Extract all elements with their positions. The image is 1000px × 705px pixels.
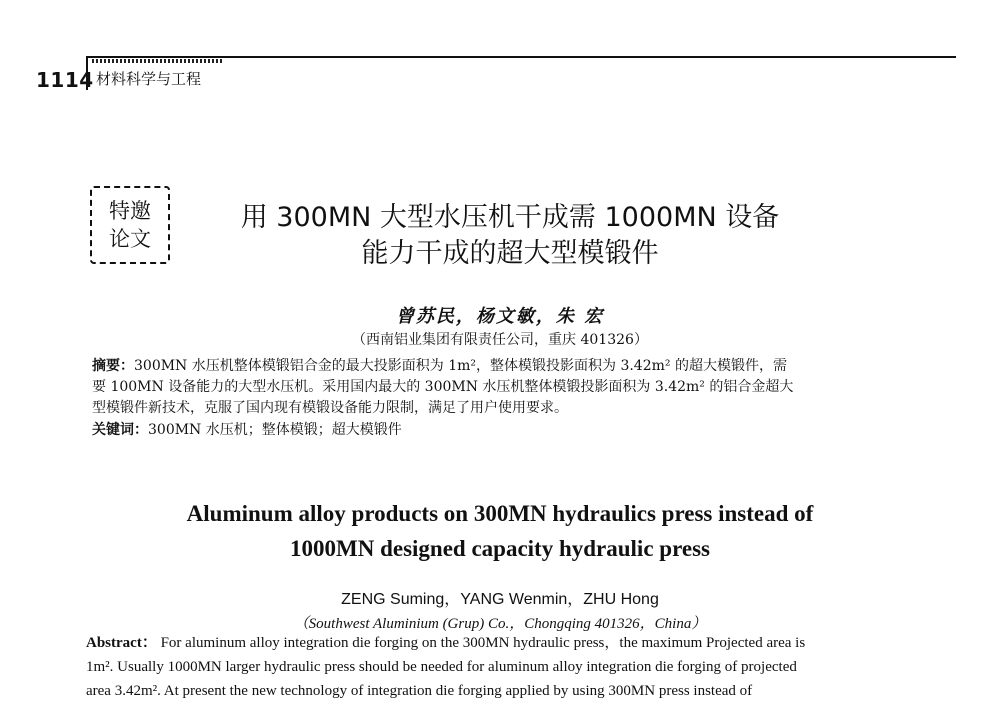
english-title-line-2: 1000MN designed capacity hydraulic press <box>290 536 710 561</box>
chinese-abstract-line-2: 要 100MN 设备能力的大型水压机。采用国内最大的 300MN 水压机整体模锻投影面积为 3.42m² 的铝合金超大 <box>92 379 794 395</box>
english-authors: ZENG Suming，YANG Wenmin，ZHU Hong <box>341 591 659 608</box>
chinese-abstract-line-1: 300MN 水压机整体模锻铝合金的最大投影面积为 1m²，整体模锻投影面积为 3.42m² 的超大模锻件，需 <box>134 358 787 374</box>
chinese-affiliation: （西南铝业集团有限责任公司，重庆 401326） <box>352 332 648 348</box>
header-rule <box>86 56 956 58</box>
header-ornament <box>92 59 222 63</box>
english-abstract-label: Abstract： <box>86 635 157 651</box>
english-abstract <box>86 631 942 703</box>
invited-paper-badge <box>90 186 170 264</box>
chinese-keywords-text: 300MN 水压机；整体模锻；超大模锻件 <box>148 422 402 438</box>
english-title <box>0 496 1000 566</box>
chinese-title-line-1: 用 300MN 大型水压机干成需 1000MN 设备 <box>240 202 780 233</box>
journal-name: 材料科学与工程 <box>96 70 202 88</box>
english-abstract-line-2: 1m². Usually 1000MN larger hydraulic press should be needed for aluminum alloy integration die forging of projected <box>86 659 797 675</box>
chinese-abstract <box>92 356 932 419</box>
chinese-title <box>200 200 820 272</box>
page-number: 1114 <box>36 68 94 92</box>
chinese-keywords <box>92 420 932 441</box>
badge-line-1: 特邀 <box>109 199 151 223</box>
english-title-line-1: Aluminum alloy products on 300MN hydraulics press instead of <box>186 501 814 526</box>
chinese-abstract-label: 摘要： <box>92 358 134 374</box>
badge-line-2: 论文 <box>109 227 151 251</box>
chinese-authors: 曾苏民，杨文敏，朱 宏 <box>395 306 605 327</box>
english-abstract-line-3: area 3.42m². At present the new technology of integration die forging applied by using 300MN press instead of <box>86 683 753 699</box>
chinese-keywords-label: 关键词： <box>92 422 148 438</box>
chinese-abstract-line-3: 型模锻件新技术，克服了国内现有模锻设备能力限制，满足了用户使用要求。 <box>92 400 568 416</box>
english-abstract-line-1: For aluminum alloy integration die forging on the 300MN hydraulic press，the maximum Projected area is <box>160 635 806 651</box>
chinese-title-line-2: 能力干成的超大型模锻件 <box>361 238 659 269</box>
english-affiliation: （Southwest Aluminium (Grup) Co.，Chongqing 401326，China） <box>293 616 707 632</box>
